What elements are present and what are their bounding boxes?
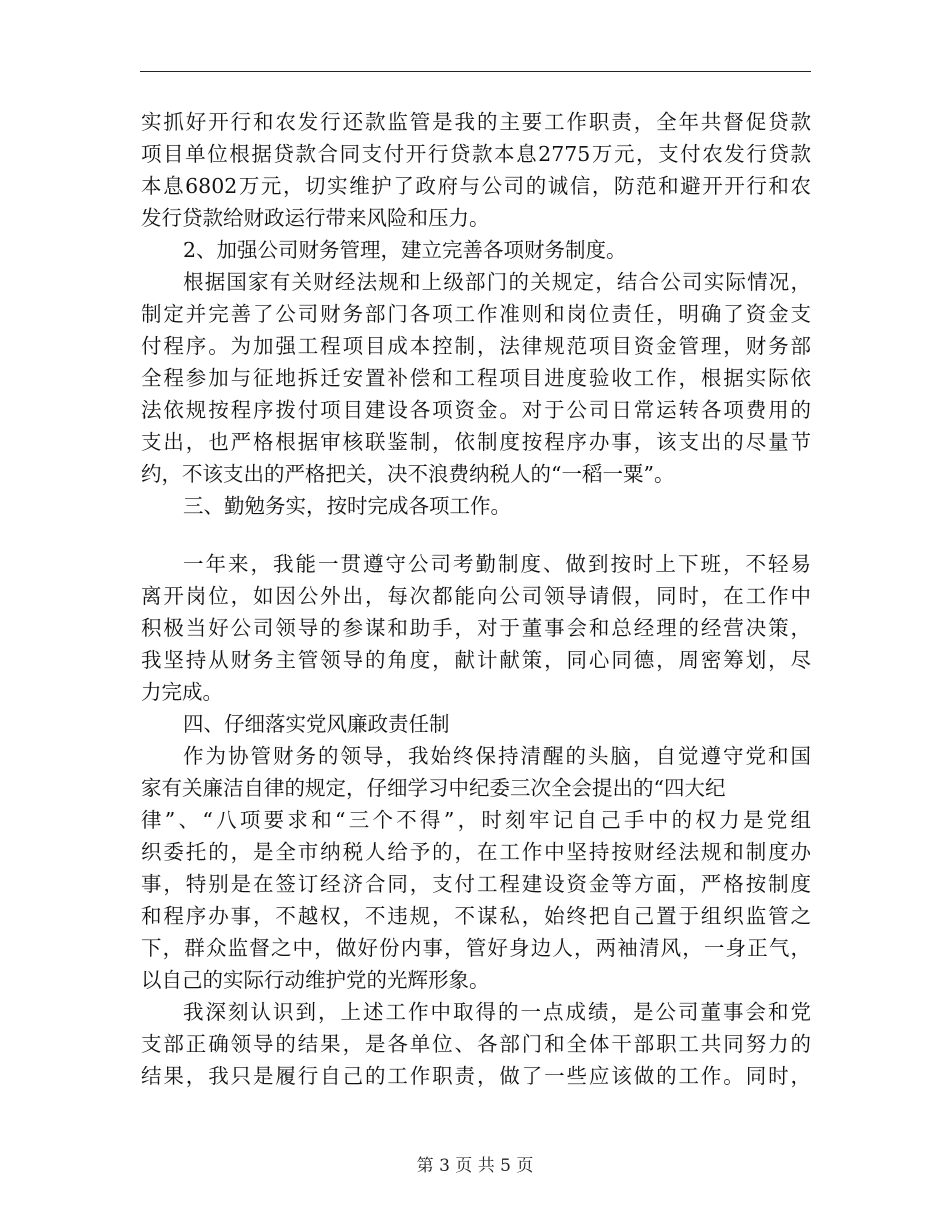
text-line: 一年来，我能一贯遵守公司考勤制度、做到按时上下班，不轻易 — [183, 552, 811, 576]
text-line: 约，不该支出的严格把关，决不浪费纳税人的“一稻一粟”。 — [141, 462, 675, 486]
text-line: 积极当好公司领导的参谋和助手，对于董事会和总经理的经营决策， — [141, 616, 811, 640]
text-line: 以自己的实际行动维护党的光辉形象。 — [141, 968, 490, 992]
text-line: 支部正确领导的结果，是各单位、各部门和全体干部职工共同努力的 — [141, 1032, 811, 1056]
text-line: 制定并完善了公司财务部门各项工作准则和岗位责任，明确了资金支 — [141, 302, 811, 326]
text-line: 本息6802万元，切实维护了政府与公司的诚信，防范和避开开行和农 — [141, 174, 811, 198]
text-line: 发行贷款给财政运行带来风险和压力。 — [141, 206, 490, 230]
text-line: 我坚持从财务主管领导的角度，献计献策，同心同德，周密筹划，尽 — [141, 648, 811, 672]
text-line: 实抓好开行和农发行还款监管是我的主要工作职责，全年共督促贷款 — [141, 110, 811, 134]
text-line: 下，群众监督之中，做好份内事，管好身边人，两袖清风，一身正气， — [141, 936, 811, 960]
text-line: 律”、“八项要求和“三个不得”，时刻牢记自己手中的权力是党组 — [141, 808, 811, 832]
text-line: 作为协管财务的领导，我始终保持清醒的头脑，自觉遵守党和国 — [183, 744, 811, 768]
document-body — [141, 106, 811, 1092]
text-line: 织委托的，是全市纳税人给予的，在工作中坚持按财经法规和制度办 — [141, 840, 811, 864]
text-line: 事，特别是在签订经济合同，支付工程建设资金等方面，严格按制度 — [141, 872, 811, 896]
text-line: 三、勤勉务实，按时完成各项工作。 — [183, 494, 511, 518]
text-line: 力完成。 — [141, 680, 223, 704]
text-line: 全程参加与征地拆迁安置补偿和工程项目进度验收工作，根据实际依 — [141, 366, 811, 390]
text-line: 家有关廉洁自律的规定，仔细学习中纪委三次全会提出的“四大纪 — [141, 776, 726, 800]
text-line: 和程序办事，不越权，不违规，不谋私，始终把自己置于组织监管之 — [141, 904, 811, 928]
text-line: 根据国家有关财经法规和上级部门的关规定，结合公司实际情况， — [183, 270, 811, 294]
text-line: 法依规按程序拨付项目建设各项资金。对于公司日常运转各项费用的 — [141, 398, 811, 422]
text-line: 付程序。为加强工程项目成本控制，法律规范项目资金管理，财务部 — [141, 334, 811, 358]
text-line: 离开岗位，如因公外出，每次都能向公司领导请假，同时，在工作中 — [141, 584, 811, 608]
text-line: 结果，我只是履行自己的工作职责，做了一些应该做的工作。同时， — [141, 1064, 811, 1088]
text-line: 支出，也严格根据审核联鉴制，依制度按程序办事，该支出的尽量节 — [141, 430, 811, 454]
text-line: 四、仔细落实党风廉政责任制 — [183, 712, 450, 736]
text-line: 项目单位根据贷款合同支付开行贷款本息2775万元，支付农发行贷款 — [141, 142, 811, 166]
text-line: 我深刻认识到，上述工作中取得的一点成绩，是公司董事会和党 — [183, 1000, 811, 1024]
page-footer: 第 3 页 共 5 页 — [416, 1156, 534, 1176]
text-line: 2、加强公司财务管理，建立完善各项财务制度。 — [183, 238, 627, 262]
header-rule — [140, 71, 811, 72]
